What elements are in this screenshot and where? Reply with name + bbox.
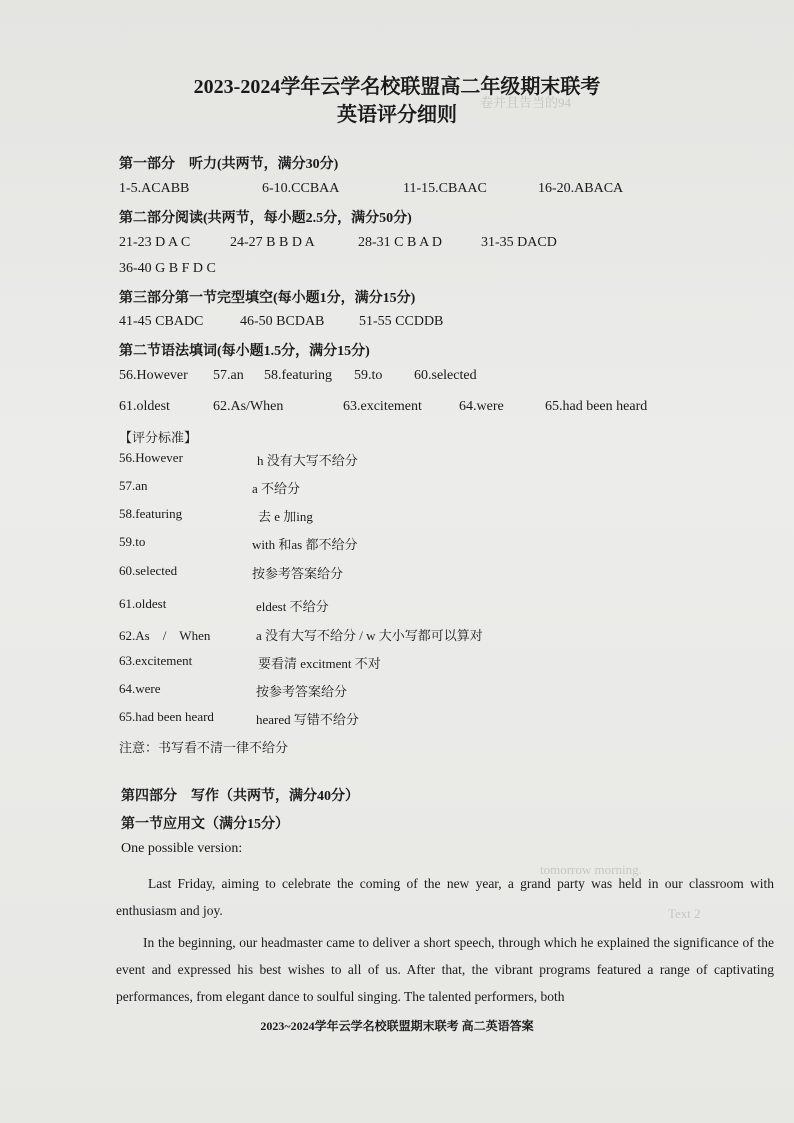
criteria-note: 按参考答案给分 [256, 684, 348, 699]
part3-heading: 第三部分第一节完型填空(每小题1分，满分15分) [119, 291, 416, 306]
grammar-answer: 63.excitement [343, 399, 422, 414]
criteria-note: h 没有大写不给分 [257, 453, 358, 468]
grammar-answer: 65.had been heard [545, 399, 648, 414]
grammar-heading: 第二节语法填词(每小题1.5分，满分15分) [119, 344, 370, 359]
criteria-note: a 没有大写不给分 / w 大小写都可以算对 [256, 628, 483, 643]
answer-group: 28-31 C B A D [358, 235, 443, 250]
grammar-answer: 57.an [213, 368, 244, 383]
part1-heading: 第一部分 听力(共两节，满分30分) [119, 157, 339, 172]
answer-group: 16-20.ABACA [538, 181, 624, 196]
grammar-answer: 64.were [459, 399, 504, 414]
bleed-through-text: tomorrow morning. [540, 862, 642, 877]
criteria-label: 59.to [119, 534, 146, 549]
criteria-label: 61.oldest [119, 596, 167, 611]
grammar-answer: 60.selected [414, 368, 477, 383]
grammar-answer: 61.oldest [119, 399, 170, 414]
document-title: 2023-2024学年云学名校联盟高二年级期末联考 [193, 76, 601, 98]
answer-group: 31-35 DACD [481, 235, 557, 250]
criteria-note: 去 e 加ing [258, 509, 313, 524]
criteria-final-note: 注意：书写看不清一律不给分 [119, 740, 289, 755]
part2-heading: 第二部分阅读(共两节，每小题2.5分，满分50分) [119, 211, 412, 226]
criteria-label: 65.had been heard [119, 709, 214, 724]
grammar-answer: 56.However [119, 368, 188, 383]
answer-group: 6-10.CCBAA [262, 181, 340, 196]
criteria-label: 63.excitement [119, 653, 193, 668]
document-subtitle: 英语评分细则 [337, 104, 457, 126]
criteria-note: heared 写错不给分 [256, 712, 359, 727]
bleed-through-text: 卷并且告当的94 [480, 95, 572, 110]
answer-group: 1-5.ACABB [119, 181, 190, 196]
page-footer: 2023~2024学年云学名校联盟期末联考 高二英语答案 [260, 1019, 534, 1033]
criteria-label: 64.were [119, 681, 161, 696]
essay-paragraph: Last Friday, aiming to celebrate the coming of the new year, a grand party was held in our classroom with enthusiasm and joy. [116, 876, 774, 918]
answer-group: 24-27 B B D A [230, 235, 315, 250]
part4-heading: 第四部分 写作（共两节，满分40分） [121, 789, 359, 804]
grammar-answer: 59.to [354, 368, 383, 383]
answer-group: 46-50 BCDAB [240, 314, 325, 329]
criteria-label: 58.featuring [119, 506, 183, 521]
answer-group: 51-55 CCDDB [359, 314, 444, 329]
criteria-heading: 【评分标准】 [119, 430, 198, 445]
criteria-note: 按参考答案给分 [252, 566, 344, 581]
answer-group: 36-40 G B F D C [119, 261, 216, 276]
bleed-through-text: Text 2 [668, 906, 701, 921]
criteria-label: 57.an [119, 478, 148, 493]
grammar-answer: 62.As/When [213, 399, 284, 414]
version-label: One possible version: [121, 841, 243, 856]
criteria-note: 要看清 excitment 不对 [258, 656, 381, 671]
writing-subheading: 第一节应用文（满分15分） [121, 817, 289, 832]
criteria-note: with 和as 都不给分 [252, 537, 358, 552]
criteria-label: 56.However [119, 450, 183, 465]
answer-group: 41-45 CBADC [119, 314, 204, 329]
criteria-label: 62.As / When [119, 628, 211, 643]
grammar-answer: 58.featuring [264, 368, 333, 383]
criteria-note: a 不给分 [252, 481, 301, 496]
essay-paragraph: In the beginning, our headmaster came to deliver a short speech, through which he explained the significance of the event and expressed his best wishes to all of us. After that, the vibrant programs featured a range of captivating performances, from elegant dance to soulful singing. The talented performers, both [116, 935, 774, 1004]
answer-group: 21-23 D A C [119, 235, 191, 250]
answer-group: 11-15.CBAAC [403, 181, 487, 196]
criteria-label: 60.selected [119, 563, 178, 578]
criteria-note: eldest 不给分 [256, 599, 329, 614]
